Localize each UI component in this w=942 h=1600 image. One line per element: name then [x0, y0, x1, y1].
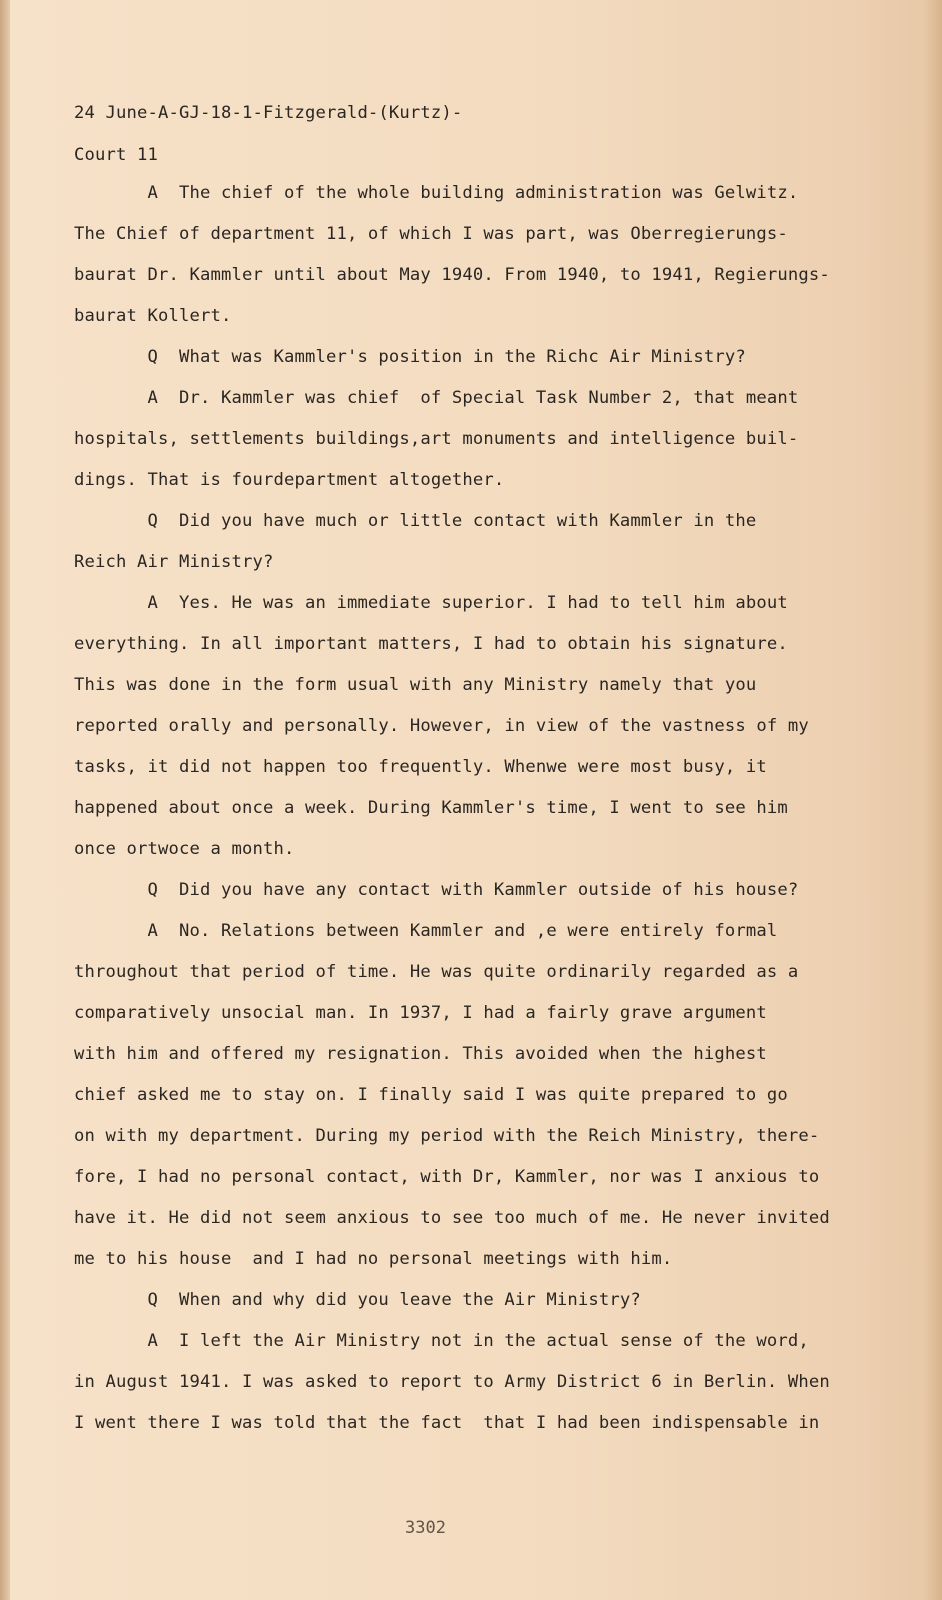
- text-line: Q What was Kammler's position in the Richc Air Ministry?: [74, 347, 746, 367]
- text-line: once ortwoce a month.: [74, 839, 295, 859]
- page-edge-left: [0, 0, 10, 1600]
- text-line: in August 1941. I was asked to report to Army District 6 in Berlin. When: [74, 1372, 830, 1392]
- text-line: chief asked me to stay on. I finally said I was quite prepared to go: [74, 1085, 788, 1105]
- text-line: I went there I was told that the fact that I had been indispensable in: [74, 1413, 820, 1433]
- text-line: A I left the Air Ministry not in the actual sense of the word,: [74, 1331, 809, 1351]
- header-reference: 24 June-A-GJ-18-1-Fitzgerald-(Kurtz)-: [74, 103, 463, 123]
- text-line: me to his house and I had no personal meetings with him.: [74, 1249, 673, 1269]
- text-line: tasks, it did not happen too frequently. Whenwe were most busy, it: [74, 757, 767, 777]
- text-line: Q Did you have much or little contact with Kammler in the: [74, 511, 757, 531]
- text-line: throughout that period of time. He was quite ordinarily regarded as a: [74, 962, 799, 982]
- text-line: dings. That is fourdepartment altogether.: [74, 470, 505, 490]
- text-line: Q When and why did you leave the Air Ministry?: [74, 1290, 641, 1310]
- text-line: A Dr. Kammler was chief of Special Task Number 2, that meant: [74, 388, 799, 408]
- text-line: A The chief of the whole building administration was Gelwitz.: [74, 183, 799, 203]
- text-line: hospitals, settlements buildings,art monuments and intelligence buil-: [74, 429, 799, 449]
- page-edge-right: [924, 0, 942, 1600]
- text-line: Reich Air Ministry?: [74, 552, 274, 572]
- text-line: baurat Dr. Kammler until about May 1940. From 1940, to 1941, Regierungs-: [74, 265, 830, 285]
- text-line: baurat Kollert.: [74, 306, 232, 326]
- page-number: 3302: [405, 1518, 446, 1538]
- text-line: with him and offered my resignation. This avoided when the highest: [74, 1044, 767, 1064]
- text-line: This was done in the form usual with any Ministry namely that you: [74, 675, 757, 695]
- text-line: A Yes. He was an immediate superior. I had to tell him about: [74, 593, 788, 613]
- text-line: fore, I had no personal contact, with Dr, Kammler, nor was I anxious to: [74, 1167, 820, 1187]
- text-line: comparatively unsocial man. In 1937, I had a fairly grave argument: [74, 1003, 767, 1023]
- text-line: A No. Relations between Kammler and ,e were entirely formal: [74, 921, 778, 941]
- text-line: on with my department. During my period with the Reich Ministry, there-: [74, 1126, 820, 1146]
- text-line: The Chief of department 11, of which I was part, was Oberregierungs-: [74, 224, 788, 244]
- text-line: everything. In all important matters, I had to obtain his signature.: [74, 634, 788, 654]
- text-line: happened about once a week. During Kammler's time, I went to see him: [74, 798, 788, 818]
- text-line: have it. He did not seem anxious to see too much of me. He never invited: [74, 1208, 830, 1228]
- header-court: Court 11: [74, 145, 158, 165]
- text-line: Q Did you have any contact with Kammler outside of his house?: [74, 880, 799, 900]
- text-line: reported orally and personally. However, in view of the vastness of my: [74, 716, 809, 736]
